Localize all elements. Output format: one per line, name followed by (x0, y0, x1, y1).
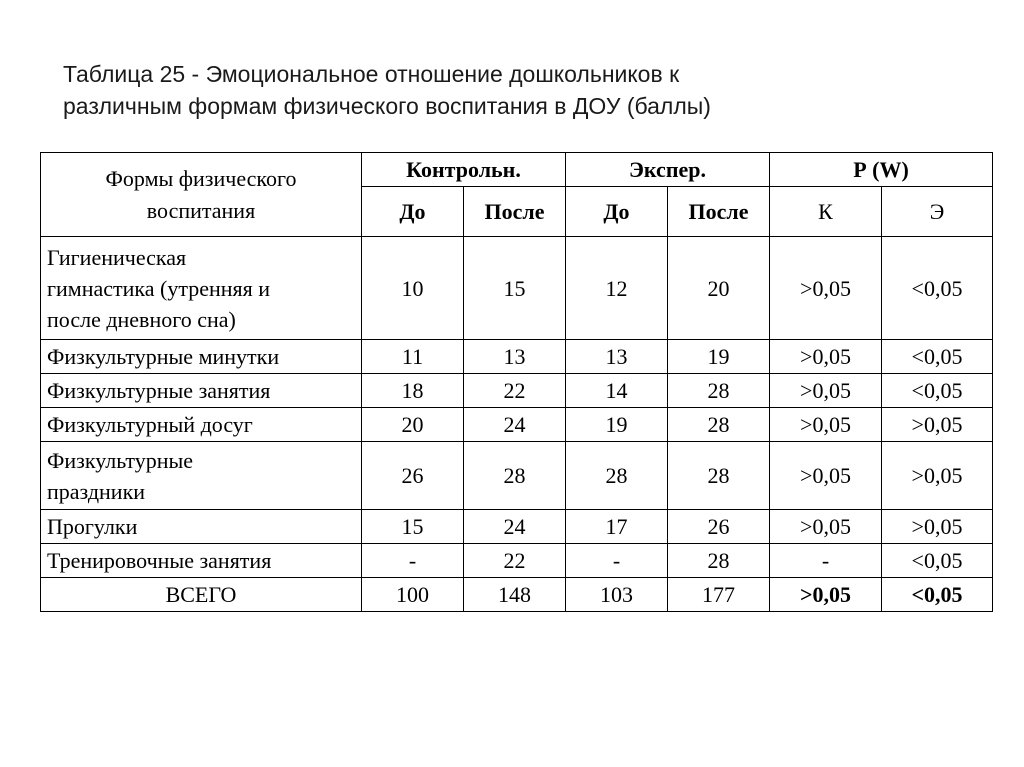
cell-exper-do: 19 (566, 408, 668, 442)
cell-p-k: - (770, 544, 882, 578)
cell-control-posle: 24 (464, 408, 566, 442)
header-group-control: Контрольн. (362, 153, 566, 187)
row-label: Физкультурный досуг (41, 408, 362, 442)
cell-exper-do: 12 (566, 237, 668, 340)
header-p-e: Э (882, 187, 993, 237)
cell-exper-do: 28 (566, 442, 668, 510)
header-exper-do: До (566, 187, 668, 237)
cell-p-e: <0,05 (882, 237, 993, 340)
cell-control-posle: 148 (464, 578, 566, 612)
header-exper-posle: После (668, 187, 770, 237)
cell-exper-do: 13 (566, 340, 668, 374)
row-label: Физкультурные занятия (41, 374, 362, 408)
row-label (41, 442, 362, 510)
cell-exper-posle: 28 (668, 544, 770, 578)
table-row (41, 442, 993, 510)
cell-exper-posle: 20 (668, 237, 770, 340)
caption-line-2: различным формам физического воспитания в ДОУ (баллы) (63, 93, 711, 119)
row-label-line: гимнастика (утренняя и (47, 275, 271, 301)
header-group-p: Р (W) (770, 153, 993, 187)
cell-control-posle: 22 (464, 374, 566, 408)
header-control-do: До (362, 187, 464, 237)
cell-exper-posle: 28 (668, 408, 770, 442)
cell-control-do: 10 (362, 237, 464, 340)
header-group-exper: Экспер. (566, 153, 770, 187)
row-label-line: праздники (47, 478, 146, 504)
cell-exper-posle: 177 (668, 578, 770, 612)
data-table (40, 152, 993, 612)
cell-control-do: 100 (362, 578, 464, 612)
cell-exper-posle: 19 (668, 340, 770, 374)
table-row (41, 340, 993, 374)
cell-p-k: >0,05 (770, 442, 882, 510)
table-caption (63, 58, 963, 122)
cell-control-posle: 22 (464, 544, 566, 578)
cell-control-do: 26 (362, 442, 464, 510)
cell-control-posle: 15 (464, 237, 566, 340)
cell-control-posle: 28 (464, 442, 566, 510)
cell-control-do: 11 (362, 340, 464, 374)
table-row (41, 237, 993, 340)
header-forms-line-2: воспитания (146, 197, 256, 223)
row-label-line: Гигиеническая (47, 244, 187, 270)
cell-p-e: <0,05 (882, 544, 993, 578)
cell-exper-do: 103 (566, 578, 668, 612)
header-forms-line-1: Формы физического (105, 165, 297, 191)
cell-exper-posle: 26 (668, 510, 770, 544)
cell-exper-do: - (566, 544, 668, 578)
cell-control-do: 15 (362, 510, 464, 544)
row-label-line: после дневного сна) (47, 306, 236, 332)
cell-exper-posle: 28 (668, 442, 770, 510)
cell-p-e: >0,05 (882, 408, 993, 442)
cell-exper-do: 17 (566, 510, 668, 544)
cell-p-e: <0,05 (882, 340, 993, 374)
cell-exper-posle: 28 (668, 374, 770, 408)
table-row (41, 408, 993, 442)
header-p-k: К (770, 187, 882, 237)
cell-exper-do: 14 (566, 374, 668, 408)
table-row (41, 510, 993, 544)
cell-p-k: >0,05 (770, 510, 882, 544)
cell-control-posle: 13 (464, 340, 566, 374)
cell-p-e: >0,05 (882, 442, 993, 510)
row-label: Физкультурные минутки (41, 340, 362, 374)
cell-p-k: >0,05 (770, 237, 882, 340)
cell-control-do: 20 (362, 408, 464, 442)
cell-control-do: - (362, 544, 464, 578)
table-row-total (41, 578, 993, 612)
row-label-line: Физкультурные (47, 447, 194, 473)
row-label (41, 237, 362, 340)
row-label: Прогулки (41, 510, 362, 544)
cell-p-e: >0,05 (882, 510, 993, 544)
cell-control-posle: 24 (464, 510, 566, 544)
header-forms (41, 153, 362, 237)
cell-p-k: >0,05 (770, 578, 882, 612)
cell-p-k: >0,05 (770, 374, 882, 408)
row-label: Тренировочные занятия (41, 544, 362, 578)
header-control-posle: После (464, 187, 566, 237)
table-row (41, 544, 993, 578)
cell-p-k: >0,05 (770, 408, 882, 442)
caption-line-1: Таблица 25 - Эмоциональное отношение дошкольников к (63, 61, 680, 87)
row-label-total: ВСЕГО (41, 578, 362, 612)
cell-p-k: >0,05 (770, 340, 882, 374)
table-row (41, 374, 993, 408)
cell-p-e: <0,05 (882, 374, 993, 408)
cell-control-do: 18 (362, 374, 464, 408)
cell-p-e: <0,05 (882, 578, 993, 612)
